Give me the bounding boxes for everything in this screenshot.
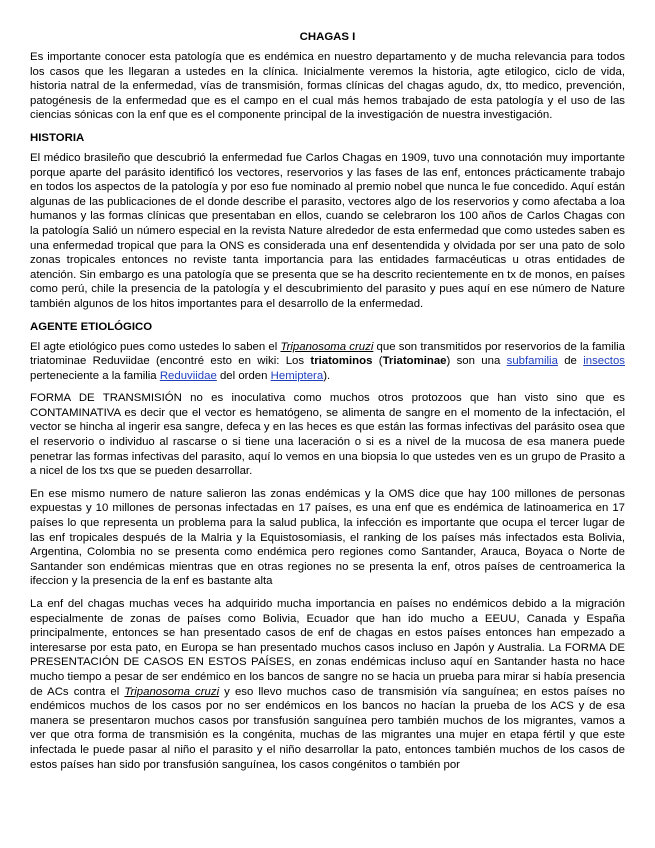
agente-p1-text-a: El agte etiológico pues como ustedes lo saben el <box>30 340 281 353</box>
species-name-tripanosoma-2: Tripanosoma cruzi <box>124 685 220 698</box>
link-reduviidae[interactable]: Reduviidae <box>159 369 217 382</box>
epidemiologia-paragraph: En ese mismo numero de nature salieron las zonas endémicas y la OMS dice que hay 100 millones de personas expuestas y 10 millones de personas infectadas en 17 países, es una enf que es endémica de latinoamerica en 17 países lo que representa un problema para la salud publica, la infección es importante que ocupa el tercer lugar de las enf tropicales después de la Malria y la Equistosomiasis, el ranking de los países más infectados esta Bolivia, Argentina, Colombia no se presenta como endémica pero regiones como Santander, Arauca, Boyaca o Norte de Santander son endémicas mientras que en otras regiones no se presenta la enf, otros países de centroamerica la ifeccion y la presencia de la enf es bastante alta <box>30 487 625 588</box>
migracion-text-a: La enf del chagas muchas veces ha adquirido mucha importancia en países no endémicos debido a la migración especialmente de zonas de países como Bolivia, Ecuador que han ido mucho a EEUU, Canada y España principalmente, entonces se han presentado casos de enf de chagas en estos países entonces han empezado a interesarse por esta pato, en Europa se han presentado muchos casos incluso en Japón y Australia. La FORMA DE PRESENTACIÓN DE CASOS EN ESTOS PAÍSES, en zonas endémicas incluso aquí en Santander hasta no hace mucho tiempo a pesar de ser endémico en los bancos de sangre no se hacia un prueba para mirar si había presencia de ACs contra el <box>30 598 625 698</box>
historia-paragraph: El médico brasileño que descubrió la enfermedad fue Carlos Chagas en 1909, tuvo una connotación muy importante porque aparte del parásito identificó los vectores, reservorios y las fases de las enf, entonces prácticamente trabajo en todos los aspectos de la patología y por eso fue nominado al premio nobel que nunca le fue concedido. Aquí están algunas de las publicaciones de el donde describe el parasito, vectores algo de los reservorios y como afectaba a loa humanos y las formas clínicas que presentaban en ellos, cuando se celebraron los 100 años de Carlos Chagas con la patología Salió un número especial en la revista Nature alrededor de esta enfermedad que como ustedes saben es una enfermedad tropical que para la ONS es considerada una enf desentendida y olvidada por ser una pato de solo zonas tropicales entonces no reviste tanta importancia para las entidades farmacéuticas u otras entidades de atención. Sin embargo es una patología que se presenta que se ha descrito recientemente en tx de monos, en países como perú, chile la presencia de la patología y el descubrimiento del parasito y pues aquí en ese número de Nature también algunos de los hitos importantes para el desarrollo de la enfermedad. <box>30 151 625 310</box>
link-subfamilia[interactable]: subfamilia <box>506 355 558 368</box>
agente-p1-text-c: ( <box>372 355 383 368</box>
term-triatominae: Triatominae <box>382 355 447 368</box>
intro-paragraph: Es importante conocer esta patología que es endémica en nuestro departamento y de mucha relevancia para todos los casos que les llegaran a ustedes en la clínica. Inicialmente veremos la historia, agte etilogico, ciclo de vida, historia natral de la enfermedad, vías de transmisión, formas clínicas del chagas agudo, dx, tto medico, prevención, patogénesis de la enfermedad que es el campo en el cual más hemos trabajado de esta patología y el uso de las ciencias sónicas con la enf que es el componente principal de la investigación de nuestra investigación. <box>30 51 625 122</box>
agente-p1-text-b: que son transmitidos por reservorios de la familia triatominae Reduviidae (encontré esto en wiki: Los <box>30 340 626 368</box>
historia-heading: HISTORIA <box>30 131 85 144</box>
agente-p1-text-g: del orden <box>216 369 271 382</box>
term-triatominos: triatominos <box>310 355 373 368</box>
document-title: CHAGAS I <box>299 31 356 43</box>
link-hemiptera[interactable]: Hemiptera <box>270 369 324 382</box>
link-insectos[interactable]: insectos <box>583 355 626 368</box>
agente-p1-text-d: ) son una <box>446 355 507 368</box>
migracion-paragraph <box>30 597 625 772</box>
transmision-paragraph: FORMA DE TRANSMISIÓN no es inoculativa como muchos otros protozoos que han visto sino que es CONTAMINATIVA es decir que el vector es hematógeno, se alimenta de sangre en el momento de la infectación, el vector se hincha al ingerir esa sangre, defeca y en las heces es que están las formas infectivas del parásito osea que el reservorio o individuo al rascarse o si tiene una laceración o si es a nivel de la mucosa de esa manera puede penetrar las formas infectivas del parasito, aquí lo vemos en una biopsia lo que ustedes ven es un grupo de Prasito a a nicel de los txs que se pueden desarrollar. <box>30 392 625 478</box>
agente-paragraph-1 <box>30 340 625 384</box>
agente-p1-text-f: perteneciente a la familia <box>30 369 160 382</box>
agente-p1-text-e: de <box>557 355 584 368</box>
agente-p1-text-h: ). <box>323 369 331 382</box>
agente-heading: AGENTE ETIOLÓGICO <box>30 320 153 333</box>
migracion-text-b: y eso llevo muchos caso de transmisión vía sanguínea; en estos países no endémicos muchos de los casos por no ser endémicos en los bancos no hacían la prueba de los ACS y de esa manera se presentaron muchos casos por transfusión sanguínea pero también muchos de los migrantes, vamos a ver que otra forma de transmisión es la congénita, muchas de las migrantes una mujer en etapa fértil y que este infectada le puede pasar al niño el parasito y el niño desarrollar la pato, entonces también muchos de los casos de estos países han sido por transfusión sanguínea, los casos congénitos o también por <box>30 685 626 771</box>
species-name-tripanosoma: Tripanosoma cruzi <box>280 340 374 353</box>
